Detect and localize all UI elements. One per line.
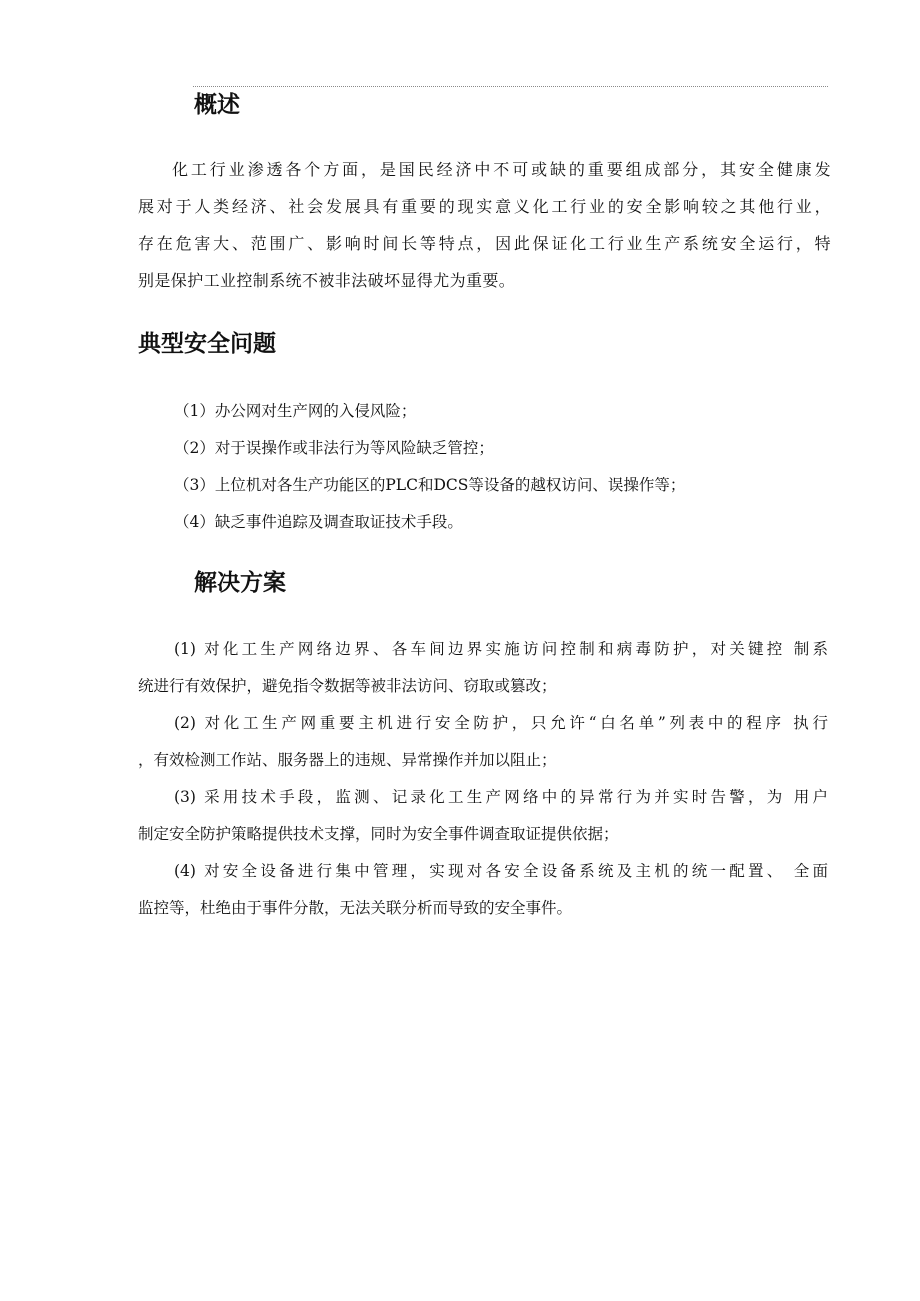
solution-line: (3) 采用技术手段，监测、记录化工生产网络中的异常行为并实时告警，为 用户 bbox=[174, 788, 828, 806]
problem-item: （1）办公网对生产网的入侵风险； bbox=[174, 402, 417, 420]
problems-heading: 典型安全问题 bbox=[138, 331, 276, 357]
solution-line: 监控等，杜绝由于事件分散，无法关联分析而导致的安全事件。 bbox=[138, 899, 573, 917]
problem-item: （2）对于误操作或非法行为等风险缺乏管控； bbox=[174, 439, 494, 457]
problems-list bbox=[174, 393, 685, 541]
solution-item bbox=[138, 853, 828, 927]
solution-item bbox=[138, 705, 828, 779]
overview-line: 展对于人类经济、社会发展具有重要的现实意义化工行业的安全影响较之其他行业， bbox=[138, 197, 831, 216]
overview-line: 别是保护工业控制系统不被非法破坏显得尤为重要。 bbox=[138, 271, 516, 290]
solutions-heading: 解决方案 bbox=[194, 570, 286, 596]
solution-line: (1) 对化工生产网络边界、各车间边界实施访问控制和病毒防护，对关键控 制系 bbox=[174, 640, 828, 658]
solution-item bbox=[138, 631, 828, 705]
solution-line: (4) 对安全设备进行集中管理，实现对各安全设备系统及主机的统一配置、 全面 bbox=[174, 862, 828, 880]
solution-line: 统进行有效保护，避免指令数据等被非法访问、窃取或篡改； bbox=[138, 677, 557, 695]
solution-line: (2) 对化工生产网重要主机进行安全防护，只允许“白名单”列表中的程序 执行 bbox=[174, 714, 828, 732]
overview-line: 存在危害大、范围广、影响时间长等特点，因此保证化工行业生产系统安全运行，特 bbox=[138, 234, 831, 253]
solution-item bbox=[138, 779, 828, 853]
problem-item: （4）缺乏事件追踪及调查取证技术手段。 bbox=[174, 513, 463, 531]
overview-line: 化工行业渗透各个方面，是国民经济中不可或缺的重要组成部分，其安全健康发 bbox=[172, 160, 831, 179]
header-dotted-rule bbox=[193, 86, 828, 87]
problem-item: （3）上位机对各生产功能区的PLC和DCS等设备的越权访问、误操作等； bbox=[174, 476, 686, 494]
solution-line: ，有效检测工作站、服务器上的违规、异常操作并加以阻止； bbox=[138, 751, 557, 769]
overview-paragraph bbox=[138, 151, 831, 299]
solution-line: 制定安全防护策略提供技术支撑，同时为安全事件调查取证提供依据； bbox=[138, 825, 619, 843]
overview-heading: 概述 bbox=[194, 92, 240, 118]
